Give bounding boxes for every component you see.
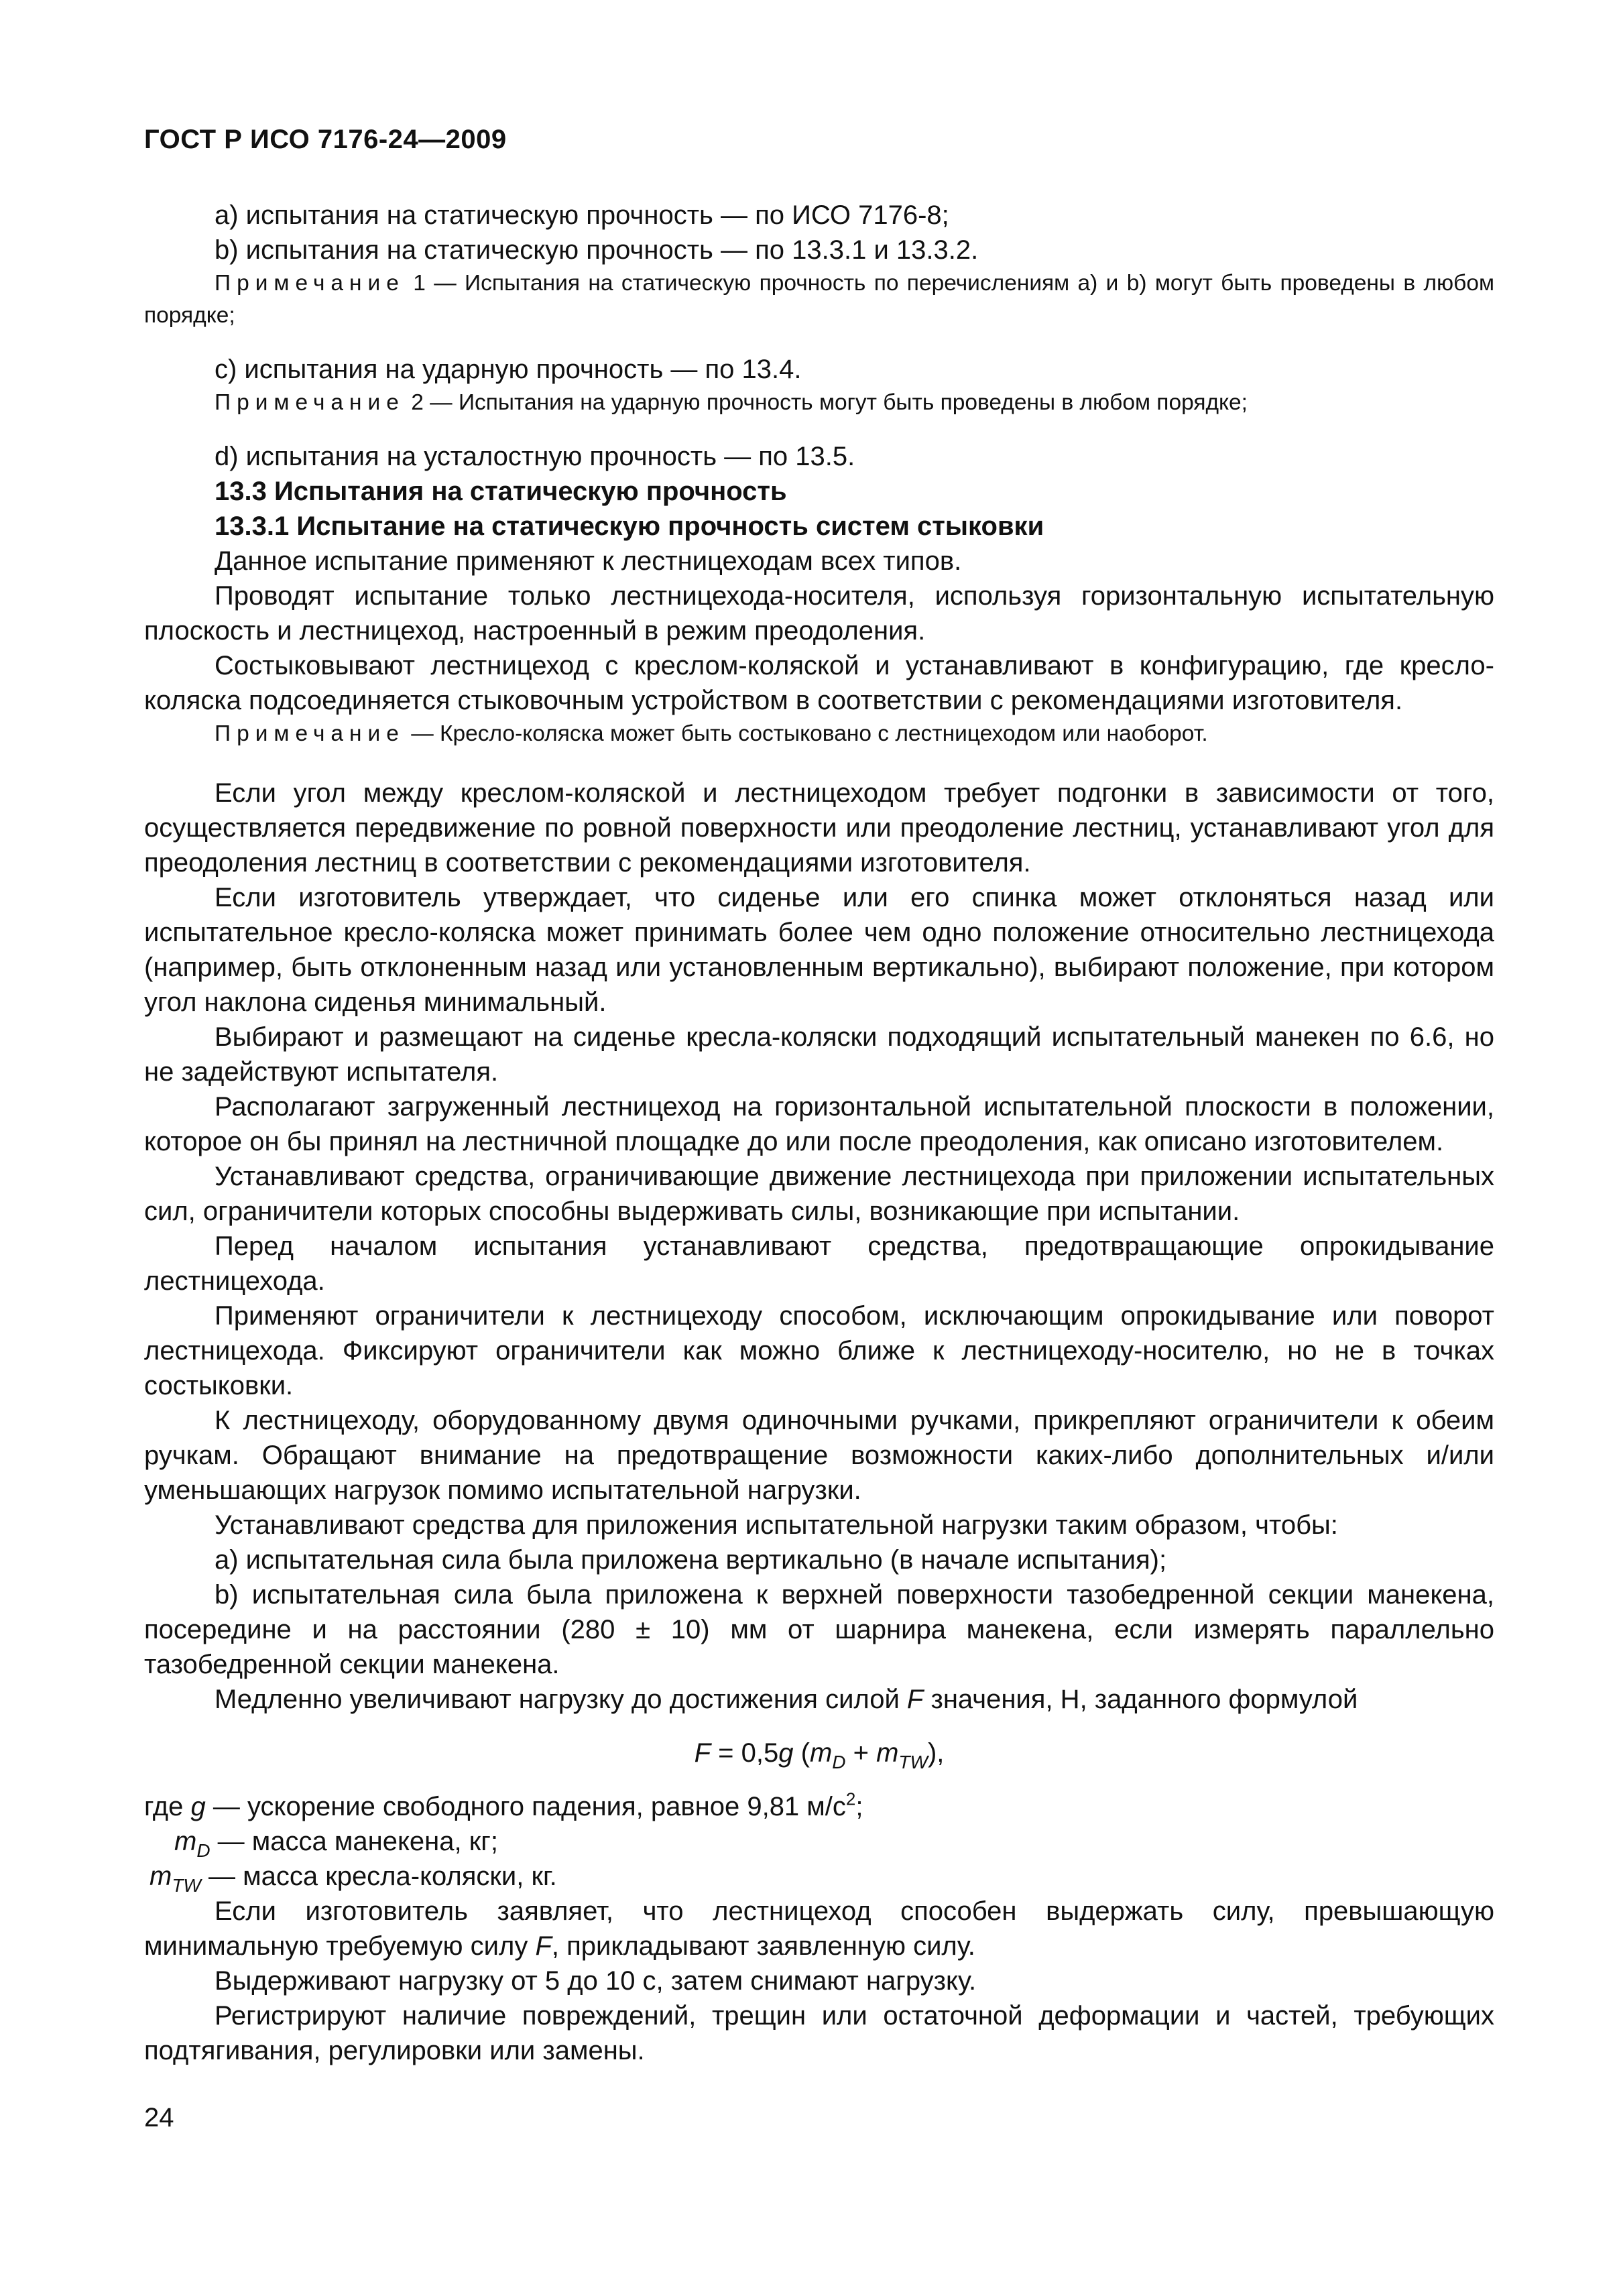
note-1 [144,267,1494,332]
paragraph: Регистрируют наличие повреждений, трещин или остаточной деформации и частей, требующих подтягивания, регулировки или замены. [144,2001,1494,2065]
where-row-mtw [144,1859,1494,1894]
paragraph [144,1894,1494,1963]
where-sub: TW [172,1874,201,1896]
note-3 [144,718,1494,750]
formula-m: m [876,1738,899,1768]
paragraph: Устанавливают средства для приложения испытательной нагрузки таким образом, чтобы: [215,1510,1338,1540]
paragraph: Применяют ограничители к лестницеходу способом, исключающим опрокидывание или поворот лестницехода. Фиксируют ограничители как можно ближе к лестницеходу-носителю, но не в точках состыковки. [144,1301,1494,1400]
standard-header: ГОСТ Р ИСО 7176-24—2009 [144,125,507,154]
list-item-d: d) испытания на усталостную прочность — по 13.5. [215,442,855,471]
formula-sub: D [832,1751,846,1772]
where-symbol: m [149,1862,172,1891]
paragraph: Проводят испытание только лестницехода-носителя, используя горизонтальную испытательную плоскость и лестницеход, настроенный в режим преодоления. [144,581,1494,646]
where-text: — масса манекена, кг; [210,1827,498,1856]
section-heading-13-3-1: 13.3.1 Испытание на статическую прочность систем стыковки [215,511,1044,541]
superscript: 2 [845,1789,856,1809]
note-text: 1 — Испытания на статическую прочность по перечислениям a) и b) могут быть проведены в любом порядке; [144,271,1494,328]
formula-sub: TW [898,1751,928,1772]
page-number: 24 [144,2103,174,2132]
paragraph: Располагают загруженный лестницеход на горизонтальной испытательной плоскости в положении, которое он бы принял на лестничной площадке до или после преодоления, как описано изготовителем. [144,1092,1494,1156]
text-run: Если изготовитель заявляет, что лестницеход способен выдержать силу, превышающую минимальную требуемую силу [144,1896,1494,1961]
text-run: , прикладывают заявленную силу. [551,1931,975,1961]
where-list [144,1789,1494,1894]
formula-plus: + [845,1738,877,1768]
paragraph: Если изготовитель утверждает, что сиденье или его спинка может отклоняться назад или испытательное кресло-коляска может принимать более чем одно положение относительно лестницехода (например, быть отклоненным назад или установленным вертикально), выбирают положение, при котором угол наклона сиденья минимальный. [144,883,1494,1017]
formula-m: m [809,1738,833,1768]
paragraph: Данное испытание применяют к лестницеходам всех типов. [215,546,962,576]
where-row-md [144,1824,1494,1859]
paragraph: a) испытательная сила была приложена вертикально (в начале испытания); [215,1545,1167,1575]
paragraph: b) испытательная сила была приложена к верхней поверхности тазобедренной секции манекена, посередине и на расстоянии (280 ± 10) мм от шарнира манекена, если измерять параллельно тазобедренной секции манекена. [144,1580,1494,1679]
formula [144,1736,1494,1770]
formula-g: g [778,1738,794,1768]
list-item-a: a) испытания на статическую прочность — по ИСО 7176-8; [215,200,949,230]
formula-eq: = 0,5 [711,1738,779,1768]
where-symbol: g [190,1792,206,1821]
paragraph [144,1682,1494,1717]
where-text: — масса кресла-коляски, кг. [200,1862,557,1891]
text-run: Медленно увеличивают нагрузку до достижения силой [215,1685,907,1714]
variable-f: F [535,1931,552,1961]
note-label: Примечание [215,721,405,746]
where-text: ; [855,1792,863,1821]
paragraph: Перед началом испытания устанавливают средства, предотвращающие опрокидывание лестницехода. [144,1231,1494,1296]
where-prefix: где [144,1792,191,1821]
paragraph: К лестницеходу, оборудованному двумя одиночными ручками, прикрепляют ограничители к обеим ручкам. Обращают внимание на предотвращение возможности каких-либо дополнительных и/или уменьшающих нагрузок помимо испытательной нагрузки. [144,1406,1494,1505]
where-sub: D [196,1839,211,1861]
formula-paren: ), [927,1738,945,1768]
variable-f: F [906,1685,924,1714]
paragraph: Устанавливают средства, ограничивающие движение лестницехода при приложении испытательных сил, ограничители которых способны выдерживать силы, возникающие при испытании. [144,1162,1494,1226]
where-symbol: m [174,1827,197,1856]
note-label: Примечание [215,390,405,415]
section-heading-13-3: 13.3 Испытания на статическую прочность [215,477,787,506]
note-2 [144,387,1494,419]
paragraph: Выбирают и размещают на сиденье кресла-коляски подходящий испытательный манекен по 6.6, но не задействуют испытателя. [144,1022,1494,1087]
note-text: — Кресло-коляска может быть состыковано с лестницеходом или наоборот. [404,721,1208,746]
paragraph: Состыковывают лестницеход с креслом-коляской и устанавливают в конфигурацию, где кресло-коляска подсоединяется стыковочным устройством в соответствии с рекомендациями изготовителя. [144,651,1494,715]
paragraph: Если угол между креслом-коляской и лестницеходом требует подгонки в зависимости от того, осуществляется передвижение по ровной поверхности или преодоление лестниц, устанавливают угол для преодоления лестниц в соответствии с рекомендациями изготовителя. [144,778,1494,878]
list-item-b: b) испытания на статическую прочность — по 13.3.1 и 13.3.2. [215,235,979,265]
where-text: — ускорение свободного падения, равное 9,81 м/с [205,1792,846,1821]
formula-paren: ( [793,1738,810,1768]
document-body [144,198,1494,2068]
where-row-g [144,1789,1494,1824]
paragraph: Выдерживают нагрузку от 5 до 10 с, затем снимают нагрузку. [215,1966,977,1996]
note-label: Примечание [215,271,405,296]
list-item-c: c) испытания на ударную прочность — по 13.4. [215,355,802,384]
text-run: значения, Н, заданного формулой [923,1685,1358,1714]
note-text: 2 — Испытания на ударную прочность могут быть проведены в любом порядке; [404,390,1248,415]
formula-lhs: F [694,1738,711,1768]
